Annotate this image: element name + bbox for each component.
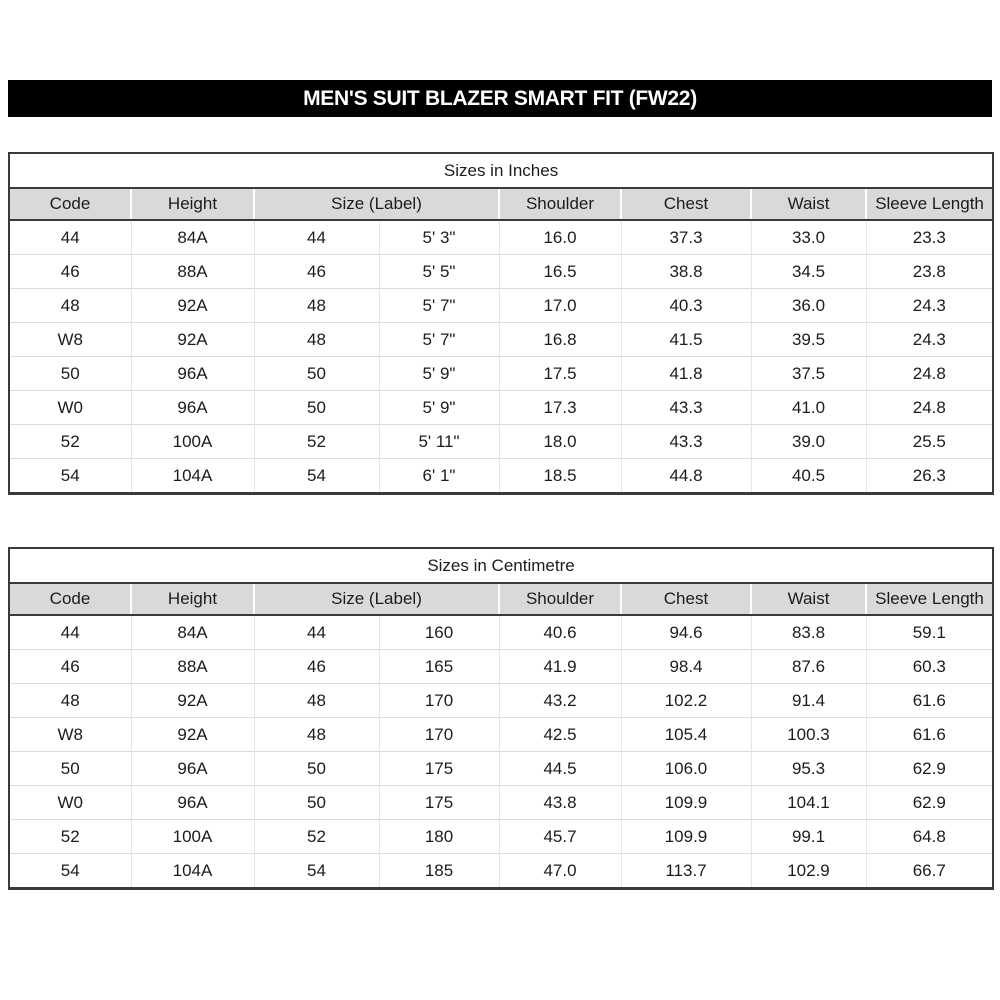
- table-cell: 94.6: [621, 615, 751, 650]
- column-header: Chest: [621, 583, 751, 615]
- table-row: [9, 220, 993, 255]
- table-cell: 60.3: [866, 650, 993, 684]
- table-body: [9, 220, 993, 494]
- table-row: [9, 854, 993, 889]
- table-cell: 41.9: [499, 650, 621, 684]
- table-cell: 109.9: [621, 820, 751, 854]
- table-cell: 180: [379, 820, 499, 854]
- table-row: [9, 752, 993, 786]
- column-header: Code: [9, 188, 131, 220]
- table-title: Sizes in Centimetre: [9, 548, 993, 583]
- table-cell: 66.7: [866, 854, 993, 889]
- table-cell: 48: [254, 289, 379, 323]
- column-header: Sleeve Length: [866, 583, 993, 615]
- table-row: [9, 391, 993, 425]
- table-cell: 88A: [131, 650, 254, 684]
- table-cell: 96A: [131, 357, 254, 391]
- table-row: [9, 684, 993, 718]
- page-title: MEN'S SUIT BLAZER SMART FIT (FW22): [8, 80, 992, 117]
- column-header: Sleeve Length: [866, 188, 993, 220]
- table-cell: 44: [60, 227, 80, 247]
- table-title-row: [9, 548, 993, 583]
- table-cell: 64.8: [866, 820, 993, 854]
- table-cell: 5' 3": [379, 220, 499, 255]
- table-cell: 26.3: [866, 459, 993, 494]
- table-cell: 50: [9, 357, 131, 391]
- table-cell: 109.9: [621, 786, 751, 820]
- table-cell: 92A: [131, 289, 254, 323]
- table-cell: 165: [379, 650, 499, 684]
- table-cell: 104.1: [751, 786, 866, 820]
- table-cell: 50: [254, 357, 379, 391]
- column-header: Height: [131, 188, 254, 220]
- table-cell: 50: [9, 752, 131, 786]
- table-cell: 48: [254, 684, 379, 718]
- table-cell: W8: [9, 323, 131, 357]
- table-cell: 17.5: [499, 357, 621, 391]
- table-cell: 5' 9": [379, 391, 499, 425]
- table-row: [9, 459, 993, 494]
- table-cell: 170: [379, 718, 499, 752]
- table-cell: 83.8: [751, 615, 866, 650]
- table-cell: 45.7: [499, 820, 621, 854]
- table-cell: 48: [9, 289, 131, 323]
- table-cell: 52: [254, 820, 379, 854]
- table-cell: 46: [254, 650, 379, 684]
- table-cell: 24.8: [866, 391, 993, 425]
- table-row: [9, 650, 993, 684]
- table-cell: 106.0: [621, 752, 751, 786]
- table-cell: 100A: [131, 820, 254, 854]
- table-cell: 5' 7": [379, 289, 499, 323]
- table-cell: 17.0: [499, 289, 621, 323]
- table-row: [9, 820, 993, 854]
- table-cell: 24.8: [866, 357, 993, 391]
- table-cell: W0: [9, 786, 131, 820]
- table-row: [9, 786, 993, 820]
- table-cell: 43.3: [621, 391, 751, 425]
- table-cell: 50: [254, 752, 379, 786]
- table-cell: 5' 11": [379, 425, 499, 459]
- table-cell: 102.9: [751, 854, 866, 889]
- table-cell: 46: [9, 255, 131, 289]
- table-cell: 48: [254, 718, 379, 752]
- table-cell: 50: [254, 786, 379, 820]
- table-cell: 99.1: [751, 820, 866, 854]
- table-cell: 37.3: [621, 220, 751, 255]
- table-cell: 44: [254, 220, 379, 255]
- table-cell: 44: [254, 615, 379, 650]
- table-title: Sizes in Inches: [9, 153, 993, 188]
- table-cell: W0: [9, 391, 131, 425]
- table-cell: 61.6: [866, 718, 993, 752]
- table-cell: 16.0: [499, 220, 621, 255]
- table-cell: 47.0: [499, 854, 621, 889]
- table-cell: 16.5: [499, 255, 621, 289]
- table-cell: 52: [254, 425, 379, 459]
- table-cell: 87.6: [751, 650, 866, 684]
- table-cell: 62.9: [866, 786, 993, 820]
- table-cell: 25.5: [866, 425, 993, 459]
- table-cell: 61.6: [866, 684, 993, 718]
- table-cell: 44.8: [621, 459, 751, 494]
- table-cell: 54: [254, 854, 379, 889]
- table-cell: 50: [254, 391, 379, 425]
- column-header: Waist: [751, 583, 866, 615]
- column-header: Waist: [751, 188, 866, 220]
- table-cell: 160: [379, 615, 499, 650]
- table-row: [9, 255, 993, 289]
- table-cell: 92A: [131, 718, 254, 752]
- table-cell: 24.3: [866, 323, 993, 357]
- table-cell: 39.0: [751, 425, 866, 459]
- table-cell: 5' 7": [379, 323, 499, 357]
- column-header: Chest: [621, 188, 751, 220]
- table-cell: 18.5: [499, 459, 621, 494]
- sizes-in-centimetre-table: [8, 547, 994, 890]
- table-cell: 88A: [131, 255, 254, 289]
- table-cell: 102.2: [621, 684, 751, 718]
- table-cell: 43.8: [499, 786, 621, 820]
- table-cell: 185: [379, 854, 499, 889]
- table-cell: 54: [9, 854, 131, 889]
- table-cell: 48: [9, 684, 131, 718]
- column-header: Code: [9, 583, 131, 615]
- column-header-row: [9, 583, 993, 615]
- table-cell: 100A: [131, 425, 254, 459]
- table-cell: 34.5: [751, 255, 866, 289]
- table-cell: 95.3: [751, 752, 866, 786]
- table-cell: 24.3: [866, 289, 993, 323]
- table-cell: 18.0: [499, 425, 621, 459]
- table-cell: 52: [9, 425, 131, 459]
- table-cell: 43.3: [621, 425, 751, 459]
- table-cell: 100.3: [751, 718, 866, 752]
- table-cell: 5' 5": [379, 255, 499, 289]
- table-cell: 40.3: [621, 289, 751, 323]
- table-cell: 84A: [131, 615, 254, 650]
- table-cell: 44.5: [499, 752, 621, 786]
- table-cell: 42.5: [499, 718, 621, 752]
- table-cell: 43.2: [499, 684, 621, 718]
- table-body: [9, 615, 993, 889]
- table-cell: 23.8: [866, 255, 993, 289]
- table-cell: 113.7: [621, 854, 751, 889]
- table-cell: 23.3: [866, 220, 993, 255]
- table-cell: 54: [254, 459, 379, 494]
- column-header: Shoulder: [499, 188, 621, 220]
- table-cell: 46: [254, 255, 379, 289]
- table-row: [9, 425, 993, 459]
- table-cell: 44: [60, 622, 80, 642]
- table-cell: 92A: [131, 323, 254, 357]
- column-header-row: [9, 188, 993, 220]
- table-cell: 54: [9, 459, 131, 494]
- table-cell: 52: [9, 820, 131, 854]
- column-header: Size (Label): [254, 583, 499, 615]
- table-row: [9, 615, 993, 650]
- table-cell: 46: [9, 650, 131, 684]
- table-cell: 96A: [131, 391, 254, 425]
- table-cell: 170: [379, 684, 499, 718]
- table-cell: 48: [254, 323, 379, 357]
- table-cell: 96A: [131, 786, 254, 820]
- column-header: Height: [131, 583, 254, 615]
- table-cell: 39.5: [751, 323, 866, 357]
- table-cell: 59.1: [866, 615, 993, 650]
- table-cell: 17.3: [499, 391, 621, 425]
- table-cell: 92A: [131, 684, 254, 718]
- table-cell: 6' 1": [379, 459, 499, 494]
- table-row: [9, 718, 993, 752]
- table-cell: 40.6: [499, 615, 621, 650]
- table-cell: 5' 9": [379, 357, 499, 391]
- table-cell: 40.5: [751, 459, 866, 494]
- table-cell: 96A: [131, 752, 254, 786]
- table-cell: 16.8: [499, 323, 621, 357]
- table-cell: 38.8: [621, 255, 751, 289]
- table-cell: 104A: [131, 459, 254, 494]
- table-cell: 36.0: [751, 289, 866, 323]
- table-cell: 91.4: [751, 684, 866, 718]
- sizes-in-inches-table: [8, 152, 994, 495]
- column-header: Shoulder: [499, 583, 621, 615]
- table-cell: 41.0: [751, 391, 866, 425]
- table-cell: 62.9: [866, 752, 993, 786]
- table-cell: 104A: [131, 854, 254, 889]
- table-cell: 41.5: [621, 323, 751, 357]
- table-cell: 41.8: [621, 357, 751, 391]
- table-cell: 84A: [131, 220, 254, 255]
- table-cell: 33.0: [751, 220, 866, 255]
- table-cell: 98.4: [621, 650, 751, 684]
- table-title-row: [9, 153, 993, 188]
- column-header: Size (Label): [254, 188, 499, 220]
- table-row: [9, 289, 993, 323]
- table-cell: 105.4: [621, 718, 751, 752]
- table-row: [9, 357, 993, 391]
- table-cell: W8: [9, 718, 131, 752]
- table-cell: 37.5: [751, 357, 866, 391]
- table-row: [9, 323, 993, 357]
- table-cell: 175: [379, 786, 499, 820]
- table-cell: 175: [379, 752, 499, 786]
